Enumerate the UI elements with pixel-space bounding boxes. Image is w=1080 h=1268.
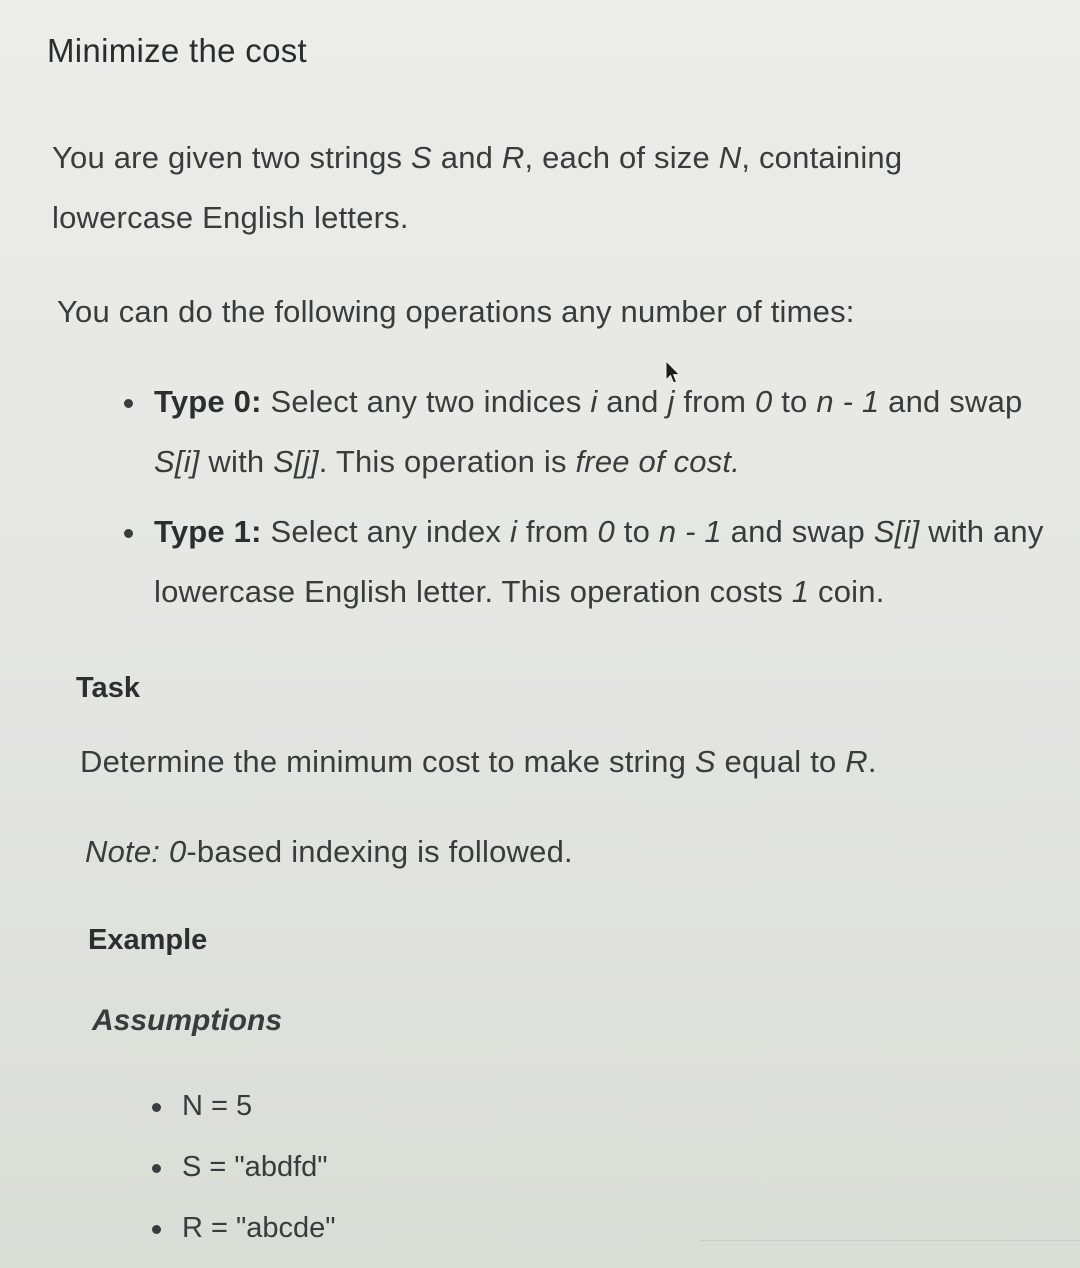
var-i: i <box>509 514 518 549</box>
op-text: to <box>772 384 817 419</box>
assumption-item: R = "abcde" <box>150 1198 336 1259</box>
var-r: R <box>501 140 525 175</box>
intro-paragraph <box>52 128 1032 248</box>
intro-text: and <box>431 140 502 175</box>
op-text: from <box>517 514 598 549</box>
var-zero: 0 <box>168 834 187 869</box>
op-label: Type 0: <box>154 384 262 419</box>
example-heading: Example <box>88 924 208 956</box>
var-i: i <box>590 384 598 419</box>
var-n: N <box>718 140 742 175</box>
op-text: and swap <box>879 384 1023 419</box>
var-r: R <box>845 744 868 779</box>
intro-text: , each of size <box>524 140 719 175</box>
var-sj: S[j] <box>273 444 319 479</box>
var-one: 1 <box>791 574 810 609</box>
task-paragraph <box>80 732 1040 792</box>
var-s: S <box>411 140 432 175</box>
divider <box>700 1240 1080 1241</box>
var-zero: 0 <box>754 384 773 419</box>
operations-lead: You can do the following operations any number of times: <box>57 294 855 329</box>
assumption-item: S = "abdfd" <box>150 1137 336 1198</box>
var-j: j <box>667 384 675 419</box>
op-text: and <box>597 384 668 419</box>
op-text: coin. <box>809 574 885 609</box>
task-text: . <box>867 744 877 779</box>
op-text: from <box>674 384 755 419</box>
task-text: equal to <box>715 744 846 779</box>
operation-type-0 <box>118 372 1068 492</box>
note-text: -based indexing is followed. <box>186 834 573 869</box>
note-label: Note: <box>85 834 161 869</box>
var-range: n - 1 <box>658 514 722 549</box>
var-si: S[i] <box>154 444 200 479</box>
task-text: Determine the minimum cost to make string <box>80 744 695 779</box>
operations-list <box>118 372 1068 632</box>
op-text: with <box>199 444 274 479</box>
mouse-pointer-icon <box>664 360 682 386</box>
intro-text: You are given two strings <box>52 140 412 175</box>
free-of-cost: free of cost. <box>575 444 741 479</box>
op-text: with any lowercase English letter. This operation costs <box>154 514 1044 609</box>
var-si: S[i] <box>873 514 920 549</box>
op-text: Select any two indices <box>261 384 591 419</box>
op-text: . This operation is <box>318 444 576 479</box>
var-zero: 0 <box>597 514 615 549</box>
op-text: Select any index <box>261 514 510 549</box>
var-s: S <box>694 744 716 779</box>
page-title: Minimize the cost <box>47 32 308 69</box>
var-range: n - 1 <box>816 384 880 419</box>
operation-type-1 <box>118 502 1068 622</box>
assumptions-heading: Assumptions <box>92 1004 283 1037</box>
assumption-item: N = 5 <box>150 1076 336 1137</box>
op-text: and swap <box>721 514 874 549</box>
note-paragraph <box>85 822 1045 882</box>
intro-text: , containing lowercase English letters. <box>52 140 903 235</box>
op-label: Type 1: <box>154 514 262 549</box>
task-heading: Task <box>76 672 140 704</box>
op-text: to <box>614 514 659 549</box>
assumptions-list <box>150 1076 336 1259</box>
